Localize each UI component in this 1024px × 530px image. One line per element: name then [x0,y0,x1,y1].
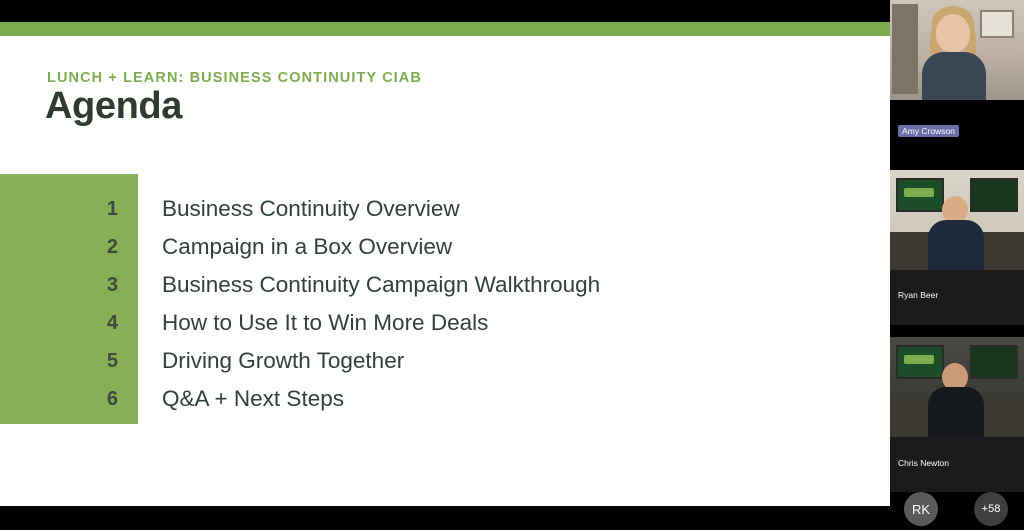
torso-shape [922,52,986,102]
torso-shape [928,387,984,437]
participant-rail [890,0,1024,530]
agenda-number: 1 [106,197,118,220]
agenda-number: 2 [106,235,118,258]
participant-overflow-count[interactable]: +58 [974,492,1008,526]
list-item [0,342,700,380]
biglead-logo-icon [904,188,934,197]
participant-tile-ryan-beer[interactable] [890,170,1024,325]
webcam-scene [890,0,1024,100]
video-feed [890,337,1024,492]
slide-eyebrow: LUNCH + LEARN: BUSINESS CONTINUITY CIAB [47,70,422,86]
list-item [0,190,700,228]
agenda-number: 4 [106,311,118,334]
agenda-label: Campaign in a Box Overview [162,234,453,259]
agenda-number: 6 [106,387,118,410]
monitor-left-shape [896,345,944,379]
agenda-label: Business Continuity Overview [162,196,460,221]
list-item [0,380,700,418]
face-shape [936,14,970,52]
wall-art-shape [980,10,1014,38]
page-title: Agenda [45,85,182,127]
video-feed [890,170,1024,325]
agenda-label: Business Continuity Campaign Walkthrough [162,272,601,297]
participant-name-ryan-beer: Ryan Beer [898,290,939,300]
door-shape [892,4,918,94]
agenda-label: How to Use It to Win More Deals [162,310,489,335]
slide-accent-bar [0,22,890,36]
participant-name-chris-newton: Chris Newton [898,458,950,468]
biglead-logo-icon [904,355,934,364]
list-item [0,228,700,266]
video-feed [890,0,1024,168]
agenda-label: Q&A + Next Steps [162,386,344,411]
participant-name-amy-crowson: Amy Crowson [898,125,959,137]
list-item [0,266,700,304]
monitor-right-shape [970,345,1018,379]
monitor-left-shape [896,178,944,212]
agenda-number: 5 [106,349,118,372]
webcam-scene [890,337,1024,437]
list-item [0,304,700,342]
agenda-label: Driving Growth Together [162,348,405,373]
agenda-number: 3 [106,273,118,296]
torso-shape [928,220,984,270]
monitor-right-shape [970,178,1018,212]
participant-tile-amy-crowson[interactable] [890,0,1024,168]
participant-tile-chris-newton[interactable] [890,337,1024,492]
agenda-list [0,190,700,418]
webcam-scene [890,170,1024,270]
presentation-slide [0,22,890,506]
avatar[interactable]: RK [904,492,938,526]
